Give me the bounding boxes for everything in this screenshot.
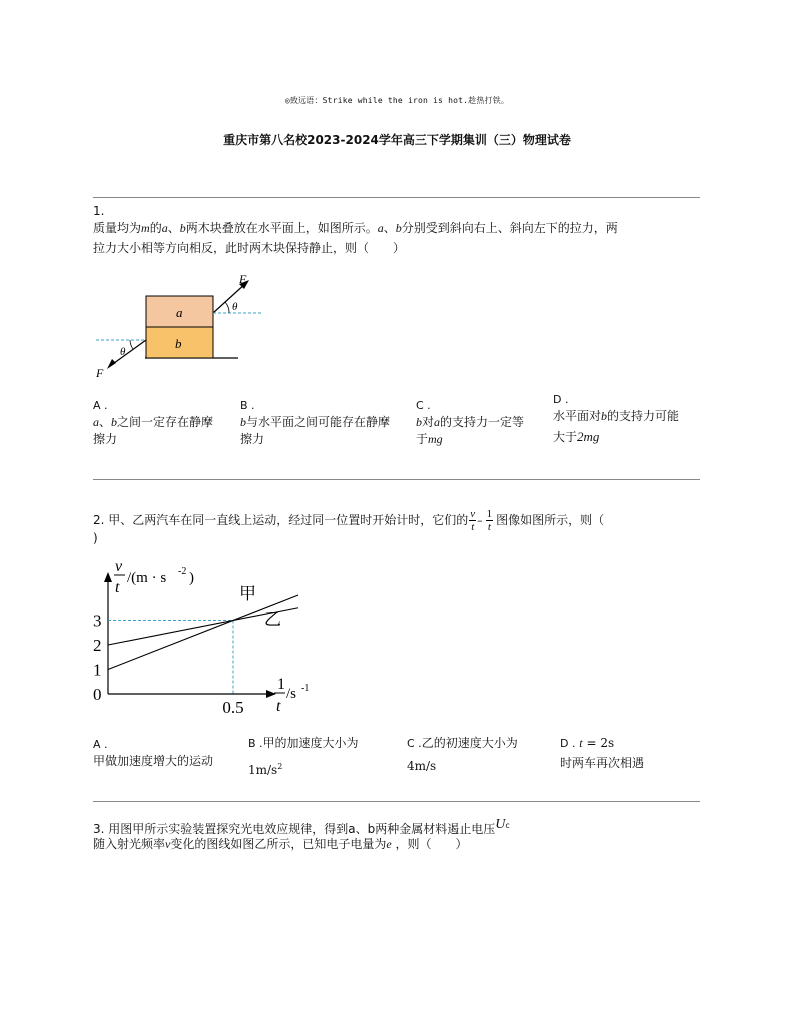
x-axis-arrowhead — [266, 690, 276, 698]
x-label-num: 1 — [277, 676, 285, 693]
force-arrowhead-down — [107, 359, 116, 369]
question-1-line2: 拉力大小相等方向相反，此时两木块保持静止，则（ ） — [93, 241, 406, 255]
y-axis-arrowhead — [104, 572, 112, 582]
force-label-down: F — [96, 366, 104, 380]
vt-chart — [88, 555, 328, 720]
force-label-up: F — [239, 272, 247, 286]
q1-option-a[interactable]: A . a、b之间一定存在静摩 擦力 — [93, 399, 214, 446]
force-arrow-up — [213, 283, 246, 313]
question-3-line2: 随入射光频率v变化的图线如图乙所示，已知电子电量为e ，则（ ） — [93, 837, 468, 851]
series-yi-label: 乙 — [264, 610, 281, 629]
y-tick-1: 1 — [93, 660, 102, 680]
force-arrow-down — [110, 340, 146, 366]
question-1-line1: 质量均为m的a、b两木块叠放在水平面上，如图所示。a、b分别受到斜向右上、斜向左下的拉力，两 — [93, 221, 618, 235]
x-label-unit: /s — [286, 686, 297, 702]
q2-option-c[interactable]: C .乙的初速度大小为 4m/s — [407, 736, 518, 773]
block-b-label: b — [175, 336, 182, 351]
origin-label: 0 — [93, 685, 102, 704]
q2-option-d[interactable]: D . t = 2s 时两车再次相遇 — [560, 736, 645, 770]
x-label-exp: -1 — [301, 683, 310, 694]
page-title: 重庆市第八名校2023-2024学年高三下学期集训（三）物理试卷 — [223, 133, 571, 147]
q2-option-a[interactable]: A . 甲做加速度增大的运动 — [93, 738, 214, 768]
y-tick-3: 3 — [93, 611, 102, 631]
q2-option-b[interactable]: B .甲的加速度大小为 $1m/s^2$ — [248, 736, 359, 777]
y-label-den: t — [115, 579, 120, 596]
q1-option-c[interactable]: C . b对a的支持力一定等 于mg — [416, 399, 525, 446]
angle-arc-down — [130, 340, 133, 349]
y-label-num: v — [115, 558, 123, 575]
motto: ◎致远语：Strike while the iron is hot.趁热打铁。 — [284, 96, 510, 105]
blocks-figure — [88, 266, 278, 380]
series-jia-line — [108, 595, 298, 669]
question-2-line2: ) — [93, 531, 98, 545]
y-tick-2: 2 — [93, 636, 102, 655]
angle-label-up: θ — [232, 301, 238, 313]
angle-label-down: θ — [120, 346, 126, 358]
q1-option-b[interactable]: B . b与水平面之间可能存在静摩 擦力 — [240, 399, 391, 446]
x-tick-0.5: 0.5 — [222, 698, 244, 717]
divider — [93, 479, 700, 480]
divider — [93, 197, 700, 198]
divider — [93, 801, 700, 802]
y-label-unit: /(m · s — [127, 570, 167, 586]
q1-option-d[interactable]: D . 水平面对b的支持力可能 大于2mg — [553, 393, 680, 444]
block-a-label: a — [176, 305, 183, 320]
y-label-close: ) — [189, 570, 194, 586]
angle-arc-up — [225, 302, 229, 313]
question-3-line1: 3. 用图甲所示实验装置探究光电效应规律，得到a、b两种金属材料遏止电压$U^c$ — [93, 817, 510, 836]
series-jia-label: 甲 — [239, 584, 256, 603]
y-label-exp: -2 — [178, 566, 187, 577]
question-1-number: 1. — [93, 204, 105, 218]
x-label-den: t — [276, 698, 281, 715]
question-2-line1: 2. 甲、乙两汽车在同一直线上运动，经过同一位置时开始计时，它们的 $\frac{v}{t}$ – $\frac{1}{t}$ 图像如图所示，则（ — [93, 508, 605, 533]
